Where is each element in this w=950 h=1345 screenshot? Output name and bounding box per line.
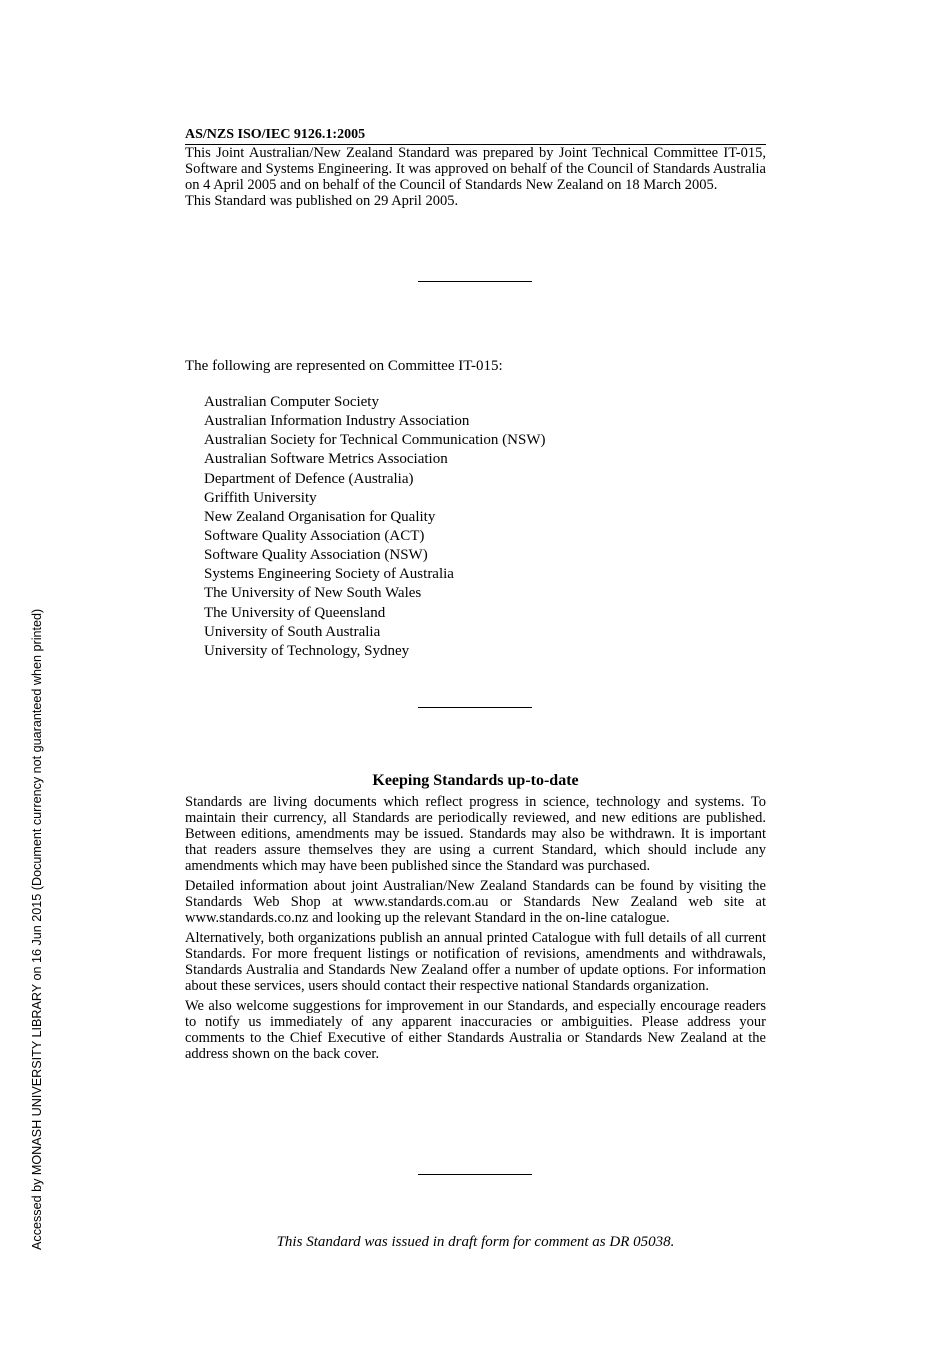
draft-note: This Standard was issued in draft form for comment as DR 05038. [276,1234,675,1250]
body-paragraph: Detailed information about joint Australian/New Zealand Standards can be found by visiting the Standards Web Shop at www.standards.com.au or Standards New Zealand web site at www.standards.co.nz and looking up the relevant Standard in the on-line catalogue. [185,878,766,926]
committee-member: University of South Australia [204,623,381,640]
committee-member: University of Technology, Sydney [204,642,410,659]
committee-member: Australian Information Industry Association [204,413,470,430]
preparation-block [185,145,766,209]
divider-rule [418,1174,532,1175]
committee-member: Australian Software Metrics Association [204,451,448,468]
committee-member: Software Quality Association (NSW) [204,547,428,564]
body-paragraph: Standards are living documents which reflect progress in science, technology and systems. To maintain their currency, all Standards are periodically reviewed, and new editions are published. Between editions, amendments may be issued. Standards may also be withdrawn. It is important that readers assure themselves they are using a current Standard, which should include any amendments which may have been published since the Standard was purchased. [185,794,766,874]
standard-id: AS/NZS ISO/IEC 9126.1:2005 [185,127,766,145]
committee-member: Software Quality Association (ACT) [204,527,425,544]
committee-member: Systems Engineering Society of Australia [204,566,454,583]
committee-member: Australian Society for Technical Communication (NSW) [204,432,546,449]
keeping-standards-body [185,794,766,1066]
divider-rule [418,281,532,282]
body-paragraph: We also welcome suggestions for improvement in our Standards, and especially encourage readers to notify us immediately of any apparent inaccuracies or ambiguities. Please address your comments to the Chief Executive of either Standards Australia or Standards New Zealand at the address shown on the back cover. [185,998,766,1062]
body-paragraph: Alternatively, both organizations publish an annual printed Catalogue with full details of all current Standards. For more frequent listings or notification of revisions, amendments and withdrawals, Standards Australia and Standards New Zealand offer a number of update options. For information about these services, users should contact their respective national Standards organization. [185,930,766,994]
preparation-text: This Joint Australian/New Zealand Standard was prepared by Joint Technical Committee IT-015, Software and Systems Engineering. It was approved on behalf of the Council of Standards Australia on 4 April 2005 and on behalf of the Council of Standards New Zealand on 18 March 2005. [185,145,766,193]
committee-members-list [204,393,546,661]
committee-member: Department of Defence (Australia) [204,470,414,487]
committee-intro: The following are represented on Committee IT-015: [185,358,503,374]
committee-member: New Zealand Organisation for Quality [204,508,436,525]
section-heading: Keeping Standards up-to-date [372,772,579,789]
committee-member: The University of Queensland [204,604,386,621]
publication-text: This Standard was published on 29 April 2005. [185,193,459,209]
divider-rule [418,707,532,708]
committee-member: Australian Computer Society [204,394,379,410]
committee-member: Griffith University [204,489,317,506]
committee-member: The University of New South Wales [204,585,422,602]
access-watermark: Accessed by MONASH UNIVERSITY LIBRARY on 16 Jun 2015 (Document currency not guaranteed when printed) [30,608,44,1250]
